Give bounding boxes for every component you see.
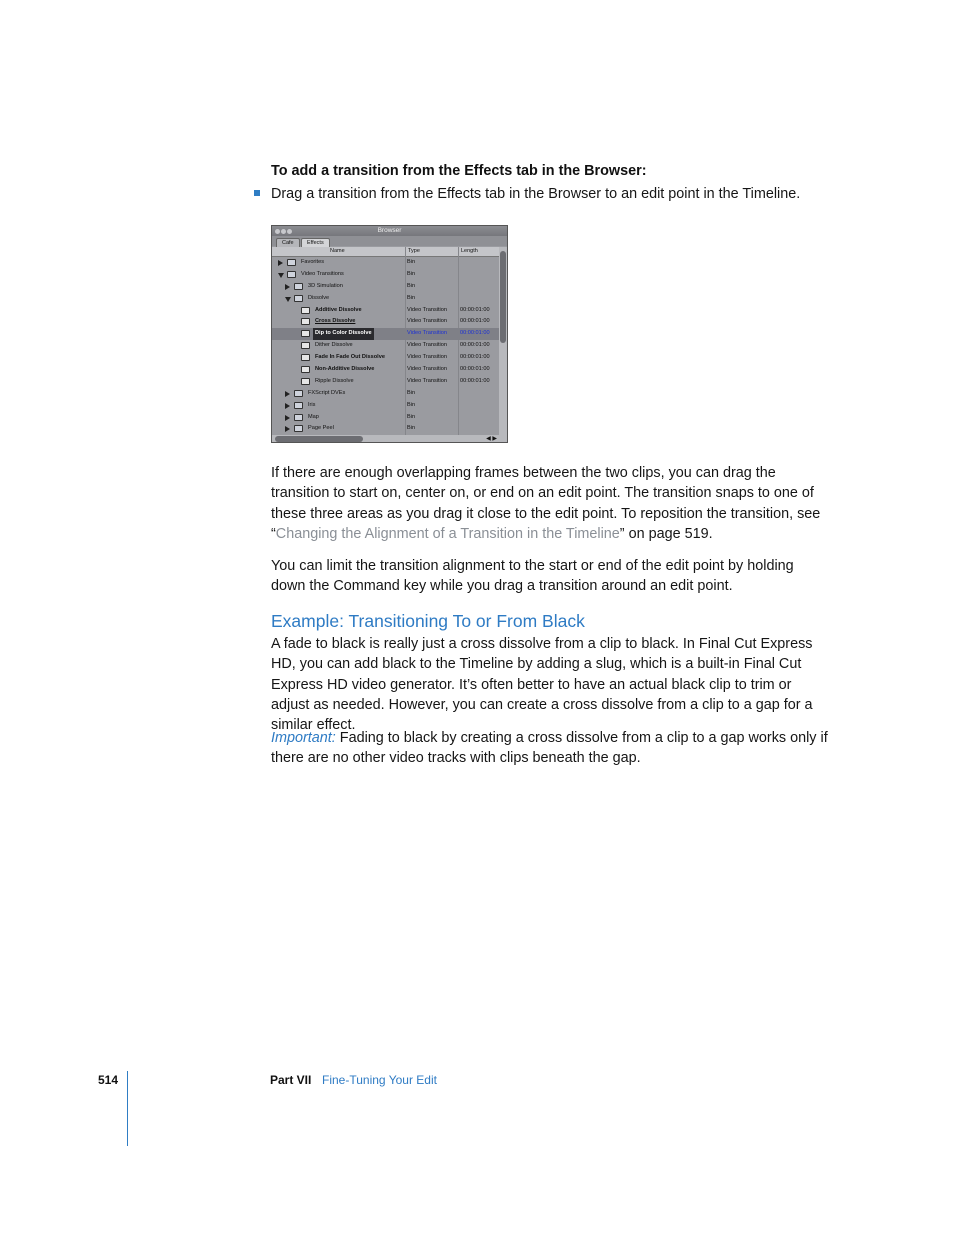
cross-reference-link[interactable]: Changing the Alignment of a Transition in the Timeline — [275, 525, 620, 542]
item-type: Bin — [407, 294, 416, 301]
item-type: Video Transition — [407, 306, 448, 313]
footer-part-label: Part VII — [270, 1073, 312, 1087]
page-number: 514 — [98, 1073, 119, 1087]
item-length: 00:00:01:00 — [460, 306, 490, 313]
item-name: Cross Dissolve — [315, 318, 356, 325]
important-note — [271, 728, 831, 769]
item-name: 3D Simulation — [308, 282, 343, 289]
bin-icon — [287, 271, 296, 278]
item-name: Favorites — [301, 259, 325, 265]
item-type: Video Transition — [407, 354, 448, 361]
video-transition-icon — [301, 366, 310, 373]
list-item[interactable] — [272, 388, 499, 400]
list-item[interactable] — [272, 364, 499, 376]
vertical-scrollbar[interactable] — [499, 247, 507, 437]
footer-divider — [127, 1071, 128, 1146]
minimize-dot-icon — [281, 229, 286, 234]
list-item[interactable] — [272, 305, 499, 317]
paragraph-text: If there are enough overlapping frames between the two clips, you can drag the transition to start on, center on, or end on an edit point. The transition snaps to one of these three areas as you drag it close to the edit point. To reposition the transition, see “ — [271, 465, 821, 542]
browser-titlebar — [272, 226, 507, 236]
item-type: Video Transition — [407, 342, 448, 349]
item-type: Bin — [407, 270, 416, 277]
video-transition-icon — [301, 354, 310, 361]
list-item[interactable] — [272, 412, 499, 424]
item-name: Dissolve — [308, 294, 330, 301]
list-item[interactable] — [272, 269, 499, 281]
item-type: Bin — [407, 259, 416, 265]
bin-icon — [294, 425, 303, 432]
column-header-row — [272, 247, 499, 257]
tab-cafe[interactable]: Cafe — [276, 238, 300, 247]
bin-icon — [294, 390, 303, 397]
item-name: Map — [308, 413, 319, 420]
disclosure-down-icon[interactable] — [278, 273, 284, 278]
item-type: Video Transition — [407, 318, 448, 325]
disclosure-down-icon[interactable] — [285, 297, 291, 302]
item-length: 00:00:01:00 — [460, 354, 490, 361]
disclosure-right-icon[interactable] — [285, 284, 290, 290]
video-transition-icon — [301, 342, 310, 349]
item-type: Video Transition — [407, 330, 448, 337]
bin-icon — [294, 414, 303, 421]
bin-icon — [294, 283, 303, 290]
horizontal-scroll-thumb[interactable] — [275, 436, 363, 442]
list-item[interactable] — [272, 257, 499, 269]
procedure-heading: To add a transition from the Effects tab in the Browser: — [271, 163, 647, 179]
video-transition-icon — [301, 318, 310, 325]
column-header-name[interactable]: Name — [330, 248, 345, 254]
item-name: Iris — [308, 401, 316, 408]
list-item-selected[interactable] — [272, 328, 499, 340]
browser-tabs — [272, 236, 507, 246]
list-item[interactable] — [272, 376, 499, 388]
important-text: Fading to black by creating a cross dissolve from a clip to a gap works only if there are no other video tracks with clips beneath the gap. — [271, 730, 828, 767]
item-type: Bin — [407, 413, 416, 420]
item-type: Bin — [407, 389, 416, 396]
item-type: Bin — [407, 425, 416, 432]
column-header-length[interactable]: Length — [461, 248, 478, 254]
column-header-type[interactable]: Type — [408, 248, 420, 254]
scroll-arrows-icon[interactable]: ◀ ▶ — [486, 436, 497, 442]
video-transition-icon — [301, 307, 310, 314]
paragraph-fade-to-black: A fade to black is really just a cross dissolve from a clip to black. In Final Cut Express HD, you can add black to the Timeline by adding a slug, which is a built-in Final Cut Express HD video generator. It’s often better to have an actual black clip to trim or adjust as needed. However, you can create a cross dissolve from a clip to a gap for a similar effect. — [271, 636, 813, 734]
bullet-square-icon — [254, 190, 260, 196]
video-transition-icon — [301, 378, 310, 385]
list-item[interactable] — [272, 423, 499, 435]
browser-title: Browser — [377, 227, 402, 234]
item-name: Page Peel — [308, 425, 334, 432]
item-length: 00:00:01:00 — [460, 330, 490, 337]
browser-window-figure — [271, 225, 508, 443]
item-length: 00:00:01:00 — [460, 342, 490, 349]
disclosure-right-icon[interactable] — [285, 415, 290, 421]
list-item[interactable] — [272, 316, 499, 328]
item-name: Video Transitions — [301, 270, 344, 277]
video-transition-icon — [301, 330, 310, 337]
close-dot-icon — [275, 229, 280, 234]
bin-icon — [294, 402, 303, 409]
disclosure-right-icon[interactable] — [285, 391, 290, 397]
bin-icon — [287, 259, 296, 266]
paragraph-text: ” on page 519. — [619, 525, 713, 542]
disclosure-right-icon[interactable] — [278, 260, 283, 266]
item-name: Ripple Dissolve — [315, 377, 354, 384]
horizontal-scrollbar[interactable] — [272, 435, 507, 443]
item-length: 00:00:01:00 — [460, 377, 490, 384]
zoom-dot-icon — [287, 229, 292, 234]
list-item[interactable] — [272, 400, 499, 412]
footer-part-title: Fine-Tuning Your Edit — [322, 1073, 437, 1087]
item-name: Dip to Color Dissolve — [313, 328, 374, 340]
disclosure-right-icon[interactable] — [285, 403, 290, 409]
important-label: Important: — [271, 730, 336, 746]
item-name: Non-Additive Dissolve — [315, 366, 375, 373]
item-length: 00:00:01:00 — [460, 366, 490, 373]
list-item[interactable] — [272, 293, 499, 305]
item-name: Dither Dissolve — [315, 342, 353, 349]
bin-icon — [294, 295, 303, 302]
item-length: 00:00:01:00 — [460, 318, 490, 325]
item-name: Additive Dissolve — [315, 306, 362, 313]
list-item[interactable] — [272, 340, 499, 352]
paragraph-drag-alignment — [271, 463, 831, 544]
item-name: FXScript DVEs — [308, 389, 346, 396]
paragraph-command-key: You can limit the transition alignment to the start or end of the edit point by holding down the Command key while you drag a transition around an edit point. — [271, 558, 794, 595]
tab-effects[interactable]: Effects — [301, 238, 330, 247]
item-type: Video Transition — [407, 366, 448, 373]
effects-list — [272, 257, 499, 435]
item-type: Bin — [407, 401, 416, 408]
disclosure-right-icon[interactable] — [285, 426, 290, 432]
section-heading: Example: Transitioning To or From Black — [271, 611, 585, 631]
list-item[interactable] — [272, 352, 499, 364]
vertical-scroll-thumb[interactable] — [500, 251, 506, 343]
bullet-text: Drag a transition from the Effects tab in the Browser to an edit point in the Timeline. — [271, 186, 801, 202]
list-item[interactable] — [272, 281, 499, 293]
item-name: Fade In Fade Out Dissolve — [315, 354, 385, 361]
item-type: Video Transition — [407, 377, 448, 384]
item-type: Bin — [407, 282, 416, 289]
